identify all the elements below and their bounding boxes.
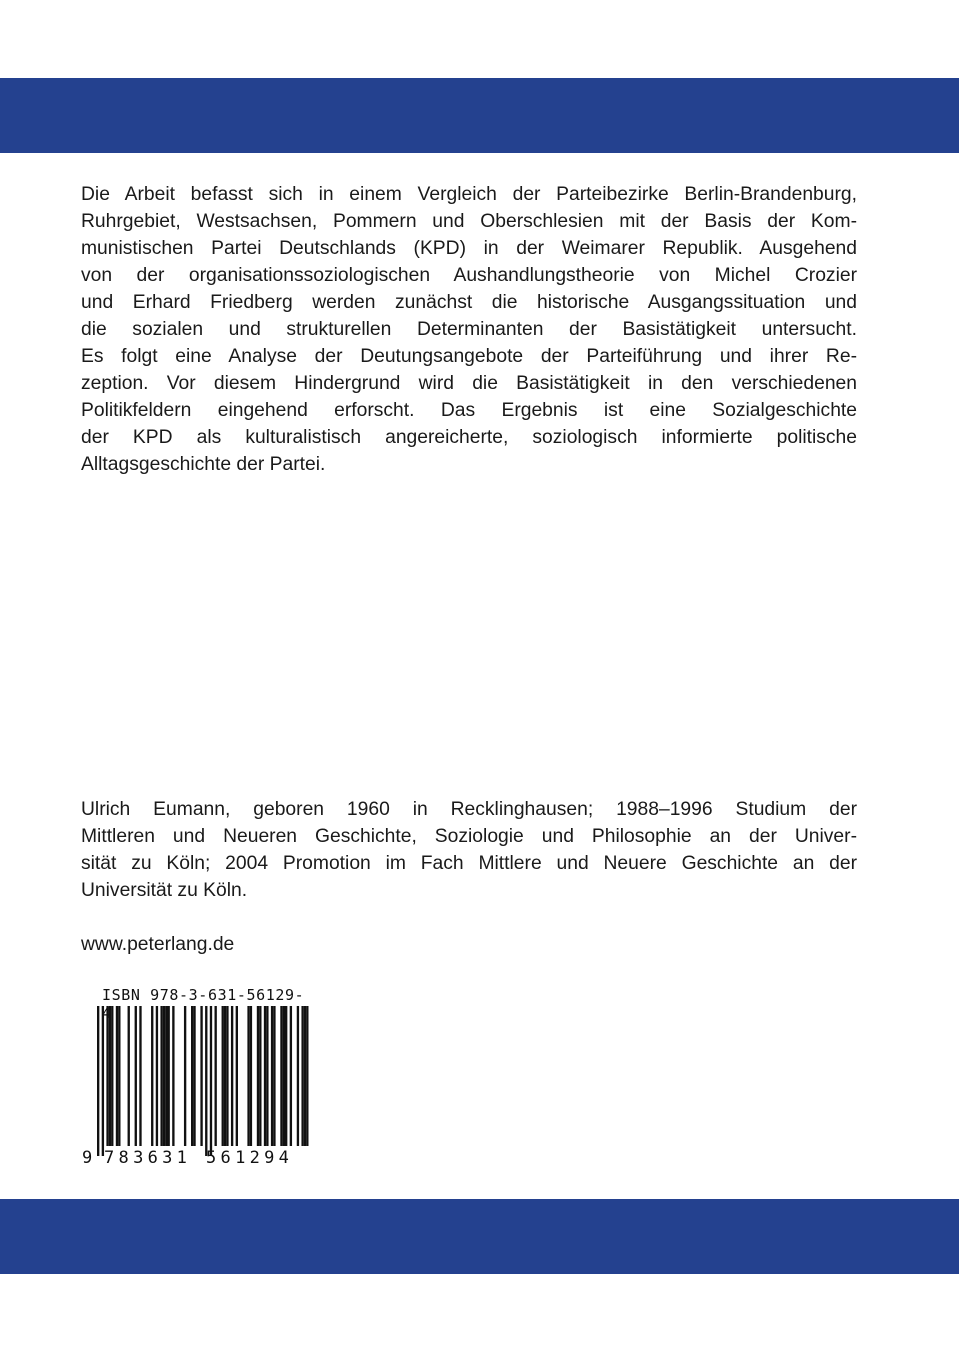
- abstract-line: Politikfeldern eingehend erforscht. Das Ergebnis ist eine Sozialgeschichte: [81, 400, 857, 421]
- barcode-bar: [156, 1006, 158, 1146]
- barcode-bar: [236, 1006, 238, 1146]
- barcode-bar: [205, 1006, 207, 1156]
- abstract-line: Ruhrgebiet, Westsachsen, Pommern und Oberschlesien mit der Basis der Kom-: [81, 211, 857, 232]
- barcode-bar: [135, 1006, 137, 1146]
- barcode-bar: [109, 1006, 111, 1146]
- barcode-bar: [264, 1006, 266, 1146]
- barcode-bar: [280, 1006, 282, 1146]
- bio-line: Mittleren und Neueren Geschichte, Soziologie und Philosophie an der Univer-: [81, 826, 857, 847]
- bio-line: Ulrich Eumann, geboren 1960 in Recklinghausen; 1988–1996 Studium der: [81, 799, 857, 820]
- barcode-bar: [160, 1006, 162, 1146]
- barcode-bar: [210, 1006, 212, 1156]
- author-bio: [81, 796, 857, 904]
- barcode-bar: [266, 1006, 268, 1146]
- barcode-bar: [165, 1006, 167, 1146]
- barcode-bar: [273, 1006, 275, 1146]
- abstract-line: zeption. Vor diesem Hindergrund wird die Basistätigkeit in den verschiedenen: [81, 373, 857, 394]
- publisher-website: www.peterlang.de: [81, 934, 235, 955]
- barcode-bar: [306, 1006, 308, 1146]
- barcode-bar: [301, 1006, 303, 1146]
- abstract-line: die sozialen und strukturellen Determinanten der Basistätigkeit untersucht.: [81, 319, 857, 340]
- barcode-bar: [290, 1006, 292, 1146]
- bio-line: Universität zu Köln.: [81, 880, 248, 901]
- barcode-bar: [250, 1006, 252, 1146]
- barcode-bar: [193, 1006, 195, 1146]
- abstract-line: von der organisationssoziologischen Aushandlungstheorie von Michel Crozier: [81, 265, 857, 286]
- abstract-paragraph: [81, 181, 857, 478]
- abstract-line: Es folgt eine Analyse der Deutungsangebote der Parteiführung und ihrer Re-: [81, 346, 857, 367]
- barcode-bar: [257, 1006, 259, 1146]
- barcode-bar: [231, 1006, 233, 1146]
- barcode-bar: [106, 1006, 108, 1146]
- barcode-bar: [247, 1006, 249, 1146]
- barcode-bar: [184, 1006, 186, 1146]
- bottom-color-band: [0, 1199, 959, 1274]
- barcode-left-digits: 783631: [104, 1148, 192, 1168]
- abstract-line: munistischen Partei Deutschlands (KPD) in der Weimarer Republik. Ausgehend: [81, 238, 857, 259]
- abstract-line: Alltagsgeschichte der Partei.: [81, 454, 326, 475]
- barcode-bar: [118, 1006, 120, 1146]
- barcode-bar: [191, 1006, 193, 1146]
- barcode-bars: [82, 1006, 312, 1156]
- barcode-bar: [304, 1006, 306, 1146]
- barcode-bar: [222, 1006, 224, 1146]
- abstract-line: der KPD als kulturalistisch angereicherte, soziologisch informierte politische: [81, 427, 857, 448]
- top-color-band: [0, 78, 959, 153]
- barcode-right-digits: 561294: [206, 1148, 294, 1168]
- barcode-bar: [271, 1006, 273, 1146]
- barcode-bar: [200, 1006, 202, 1146]
- barcode-bar: [151, 1006, 153, 1146]
- barcode-bar: [259, 1006, 261, 1146]
- barcode-bar: [297, 1006, 299, 1146]
- isbn-label: ISBN 978-3-631-56129-: [102, 986, 305, 1004]
- barcode-bar: [172, 1006, 174, 1146]
- barcode-bar: [285, 1006, 287, 1146]
- barcode-bar: [139, 1006, 141, 1146]
- barcode-bar: [102, 1006, 104, 1156]
- barcode-bar: [163, 1006, 165, 1146]
- barcode-bar: [226, 1006, 228, 1146]
- barcode-bar: [128, 1006, 130, 1146]
- barcode-bar: [111, 1006, 113, 1146]
- abstract-line: und Erhard Friedberg werden zunächst die historische Ausgangssituation und: [81, 292, 857, 313]
- isbn-barcode: [82, 986, 312, 1176]
- barcode-bar: [97, 1006, 99, 1156]
- abstract-line: Die Arbeit befasst sich in einem Vergleich der Parteibezirke Berlin-Brandenburg,: [81, 184, 857, 205]
- barcode-bar: [283, 1006, 285, 1146]
- barcode-bar: [168, 1006, 170, 1146]
- barcode-lead-digit: 9: [82, 1148, 93, 1168]
- barcode-bar: [224, 1006, 226, 1146]
- barcode-bar: [116, 1006, 118, 1146]
- bio-line: sität zu Köln; 2004 Promotion im Fach Mittlere und Neuere Geschichte an der: [81, 853, 857, 874]
- barcode-bar: [215, 1006, 217, 1146]
